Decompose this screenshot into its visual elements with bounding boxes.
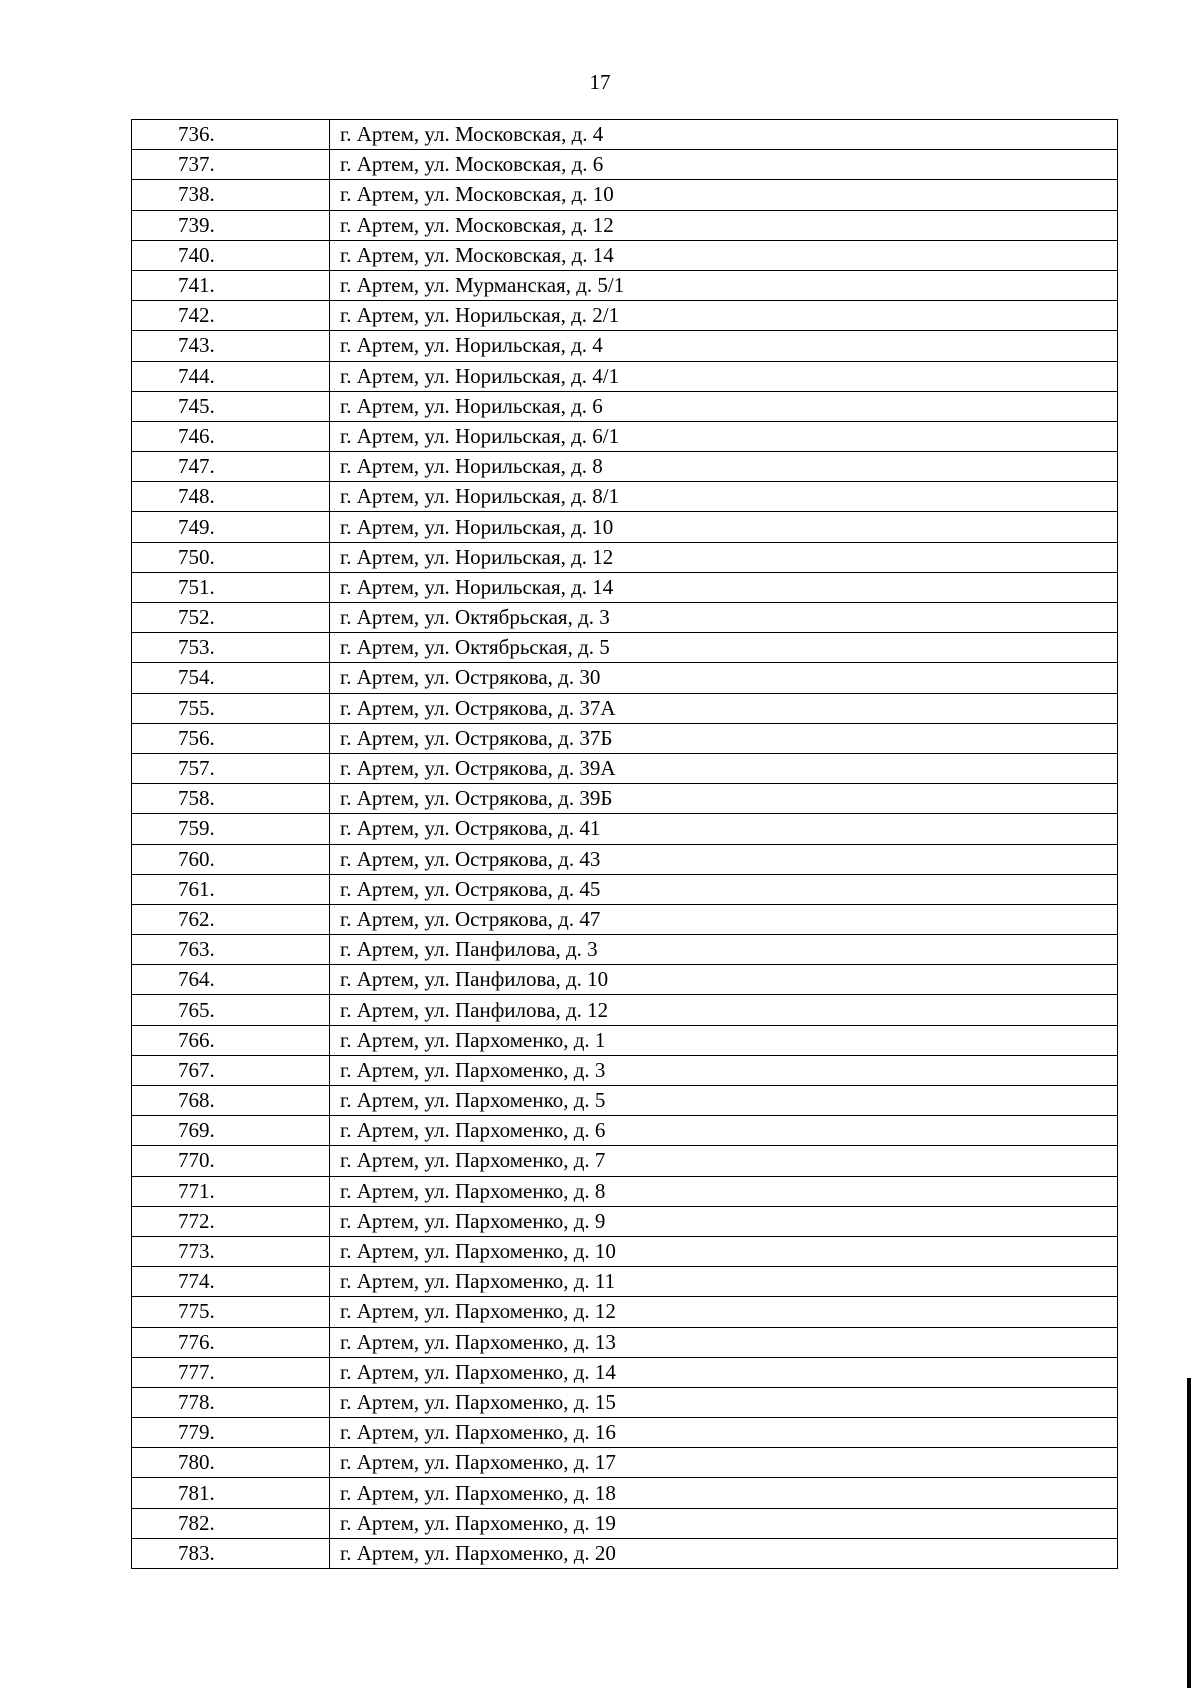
address-cell: г. Артем, ул. Пархоменко, д. 3 bbox=[330, 1055, 1118, 1085]
address-cell: г. Артем, ул. Острякова, д. 41 bbox=[330, 814, 1118, 844]
table-row bbox=[132, 633, 1118, 663]
table-row bbox=[132, 1538, 1118, 1568]
address-cell: г. Артем, ул. Норильская, д. 6/1 bbox=[330, 421, 1118, 451]
address-cell: г. Артем, ул. Пархоменко, д. 1 bbox=[330, 1025, 1118, 1055]
row-number-cell: 750. bbox=[132, 542, 330, 572]
address-cell: г. Артем, ул. Московская, д. 10 bbox=[330, 180, 1118, 210]
row-number-cell: 766. bbox=[132, 1025, 330, 1055]
address-cell: г. Артем, ул. Норильская, д. 8 bbox=[330, 452, 1118, 482]
table-row bbox=[132, 1267, 1118, 1297]
table-row bbox=[132, 240, 1118, 270]
table-row bbox=[132, 814, 1118, 844]
table-row bbox=[132, 1357, 1118, 1387]
address-cell: г. Артем, ул. Московская, д. 6 bbox=[330, 150, 1118, 180]
row-number-cell: 747. bbox=[132, 452, 330, 482]
table-row bbox=[132, 693, 1118, 723]
row-number-cell: 749. bbox=[132, 512, 330, 542]
table-row bbox=[132, 512, 1118, 542]
table-row bbox=[132, 361, 1118, 391]
table-row bbox=[132, 965, 1118, 995]
row-number-cell: 776. bbox=[132, 1327, 330, 1357]
address-cell: г. Артем, ул. Пархоменко, д. 14 bbox=[330, 1357, 1118, 1387]
address-cell: г. Артем, ул. Московская, д. 4 bbox=[330, 120, 1118, 150]
table-row bbox=[132, 572, 1118, 602]
address-cell: г. Артем, ул. Пархоменко, д. 6 bbox=[330, 1116, 1118, 1146]
table-row bbox=[132, 935, 1118, 965]
row-number-cell: 780. bbox=[132, 1448, 330, 1478]
address-cell: г. Артем, ул. Пархоменко, д. 20 bbox=[330, 1538, 1118, 1568]
address-cell: г. Артем, ул. Пархоменко, д. 8 bbox=[330, 1176, 1118, 1206]
address-cell: г. Артем, ул. Норильская, д. 12 bbox=[330, 542, 1118, 572]
table-row bbox=[132, 1025, 1118, 1055]
row-number-cell: 772. bbox=[132, 1206, 330, 1236]
row-number-cell: 738. bbox=[132, 180, 330, 210]
table-row bbox=[132, 331, 1118, 361]
table-row bbox=[132, 874, 1118, 904]
address-cell: г. Артем, ул. Московская, д. 14 bbox=[330, 240, 1118, 270]
table-row bbox=[132, 995, 1118, 1025]
row-number-cell: 744. bbox=[132, 361, 330, 391]
address-cell: г. Артем, ул. Октябрьская, д. 5 bbox=[330, 633, 1118, 663]
row-number-cell: 765. bbox=[132, 995, 330, 1025]
table-row bbox=[132, 1387, 1118, 1417]
row-number-cell: 743. bbox=[132, 331, 330, 361]
row-number-cell: 783. bbox=[132, 1538, 330, 1568]
table-row bbox=[132, 150, 1118, 180]
row-number-cell: 752. bbox=[132, 603, 330, 633]
address-cell: г. Артем, ул. Панфилова, д. 12 bbox=[330, 995, 1118, 1025]
row-number-cell: 739. bbox=[132, 210, 330, 240]
table-row bbox=[132, 1086, 1118, 1116]
address-cell: г. Артем, ул. Панфилова, д. 3 bbox=[330, 935, 1118, 965]
row-number-cell: 761. bbox=[132, 874, 330, 904]
row-number-cell: 754. bbox=[132, 663, 330, 693]
address-cell: г. Артем, ул. Норильская, д. 10 bbox=[330, 512, 1118, 542]
address-cell: г. Артем, ул. Мурманская, д. 5/1 bbox=[330, 270, 1118, 300]
row-number-cell: 760. bbox=[132, 844, 330, 874]
address-cell: г. Артем, ул. Острякова, д. 30 bbox=[330, 663, 1118, 693]
table-row bbox=[132, 1176, 1118, 1206]
address-cell: г. Артем, ул. Острякова, д. 43 bbox=[330, 844, 1118, 874]
address-cell: г. Артем, ул. Пархоменко, д. 11 bbox=[330, 1267, 1118, 1297]
row-number-cell: 773. bbox=[132, 1236, 330, 1266]
table-row bbox=[132, 1297, 1118, 1327]
table-row bbox=[132, 391, 1118, 421]
row-number-cell: 748. bbox=[132, 482, 330, 512]
address-cell: г. Артем, ул. Норильская, д. 14 bbox=[330, 572, 1118, 602]
table-row bbox=[132, 1327, 1118, 1357]
row-number-cell: 781. bbox=[132, 1478, 330, 1508]
row-number-cell: 742. bbox=[132, 301, 330, 331]
row-number-cell: 771. bbox=[132, 1176, 330, 1206]
row-number-cell: 757. bbox=[132, 753, 330, 783]
row-number-cell: 779. bbox=[132, 1418, 330, 1448]
table-row bbox=[132, 421, 1118, 451]
row-number-cell: 740. bbox=[132, 240, 330, 270]
table-row bbox=[132, 1116, 1118, 1146]
row-number-cell: 774. bbox=[132, 1267, 330, 1297]
address-cell: г. Артем, ул. Норильская, д. 2/1 bbox=[330, 301, 1118, 331]
table-row bbox=[132, 270, 1118, 300]
table-row bbox=[132, 452, 1118, 482]
row-number-cell: 768. bbox=[132, 1086, 330, 1116]
address-cell: г. Артем, ул. Острякова, д. 45 bbox=[330, 874, 1118, 904]
table-row bbox=[132, 1448, 1118, 1478]
table-row bbox=[132, 904, 1118, 934]
row-number-cell: 755. bbox=[132, 693, 330, 723]
page-number: 17 bbox=[589, 70, 611, 94]
table-row bbox=[132, 603, 1118, 633]
address-table-body bbox=[132, 120, 1118, 1569]
address-cell: г. Артем, ул. Московская, д. 12 bbox=[330, 210, 1118, 240]
address-cell: г. Артем, ул. Пархоменко, д. 17 bbox=[330, 1448, 1118, 1478]
row-number-cell: 758. bbox=[132, 784, 330, 814]
table-row bbox=[132, 1478, 1118, 1508]
table-row bbox=[132, 723, 1118, 753]
address-cell: г. Артем, ул. Панфилова, д. 10 bbox=[330, 965, 1118, 995]
table-row bbox=[132, 301, 1118, 331]
address-cell: г. Артем, ул. Пархоменко, д. 15 bbox=[330, 1387, 1118, 1417]
row-number-cell: 751. bbox=[132, 572, 330, 602]
address-cell: г. Артем, ул. Пархоменко, д. 18 bbox=[330, 1478, 1118, 1508]
table-row bbox=[132, 1206, 1118, 1236]
address-cell: г. Артем, ул. Октябрьская, д. 3 bbox=[330, 603, 1118, 633]
table-row bbox=[132, 844, 1118, 874]
address-cell: г. Артем, ул. Острякова, д. 39Б bbox=[330, 784, 1118, 814]
address-cell: г. Артем, ул. Пархоменко, д. 10 bbox=[330, 1236, 1118, 1266]
address-cell: г. Артем, ул. Острякова, д. 37А bbox=[330, 693, 1118, 723]
row-number-cell: 756. bbox=[132, 723, 330, 753]
table-row bbox=[132, 180, 1118, 210]
address-cell: г. Артем, ул. Пархоменко, д. 12 bbox=[330, 1297, 1118, 1327]
row-number-cell: 741. bbox=[132, 270, 330, 300]
address-cell: г. Артем, ул. Острякова, д. 39А bbox=[330, 753, 1118, 783]
row-number-cell: 770. bbox=[132, 1146, 330, 1176]
table-row bbox=[132, 120, 1118, 150]
row-number-cell: 745. bbox=[132, 391, 330, 421]
row-number-cell: 762. bbox=[132, 904, 330, 934]
row-number-cell: 778. bbox=[132, 1387, 330, 1417]
row-number-cell: 767. bbox=[132, 1055, 330, 1085]
table-row bbox=[132, 1508, 1118, 1538]
row-number-cell: 753. bbox=[132, 633, 330, 663]
address-cell: г. Артем, ул. Пархоменко, д. 13 bbox=[330, 1327, 1118, 1357]
address-cell: г. Артем, ул. Норильская, д. 6 bbox=[330, 391, 1118, 421]
row-number-cell: 782. bbox=[132, 1508, 330, 1538]
address-cell: г. Артем, ул. Пархоменко, д. 16 bbox=[330, 1418, 1118, 1448]
row-number-cell: 746. bbox=[132, 421, 330, 451]
table-row bbox=[132, 1055, 1118, 1085]
address-cell: г. Артем, ул. Острякова, д. 47 bbox=[330, 904, 1118, 934]
address-cell: г. Артем, ул. Пархоменко, д. 19 bbox=[330, 1508, 1118, 1538]
table-row bbox=[132, 753, 1118, 783]
address-cell: г. Артем, ул. Норильская, д. 4 bbox=[330, 331, 1118, 361]
row-number-cell: 737. bbox=[132, 150, 330, 180]
table-row bbox=[132, 210, 1118, 240]
address-cell: г. Артем, ул. Острякова, д. 37Б bbox=[330, 723, 1118, 753]
row-number-cell: 764. bbox=[132, 965, 330, 995]
table-row bbox=[132, 542, 1118, 572]
address-cell: г. Артем, ул. Пархоменко, д. 7 bbox=[330, 1146, 1118, 1176]
address-cell: г. Артем, ул. Норильская, д. 4/1 bbox=[330, 361, 1118, 391]
row-number-cell: 763. bbox=[132, 935, 330, 965]
row-number-cell: 769. bbox=[132, 1116, 330, 1146]
row-number-cell: 736. bbox=[132, 120, 330, 150]
table-row bbox=[132, 784, 1118, 814]
table-row bbox=[132, 1146, 1118, 1176]
table-row bbox=[132, 482, 1118, 512]
address-cell: г. Артем, ул. Норильская, д. 8/1 bbox=[330, 482, 1118, 512]
row-number-cell: 775. bbox=[132, 1297, 330, 1327]
table-row bbox=[132, 1236, 1118, 1266]
table-row bbox=[132, 1418, 1118, 1448]
scan-edge-mark bbox=[1187, 1378, 1191, 1688]
address-cell: г. Артем, ул. Пархоменко, д. 9 bbox=[330, 1206, 1118, 1236]
table-row bbox=[132, 663, 1118, 693]
address-cell: г. Артем, ул. Пархоменко, д. 5 bbox=[330, 1086, 1118, 1116]
address-table bbox=[131, 119, 1118, 1569]
row-number-cell: 777. bbox=[132, 1357, 330, 1387]
row-number-cell: 759. bbox=[132, 814, 330, 844]
